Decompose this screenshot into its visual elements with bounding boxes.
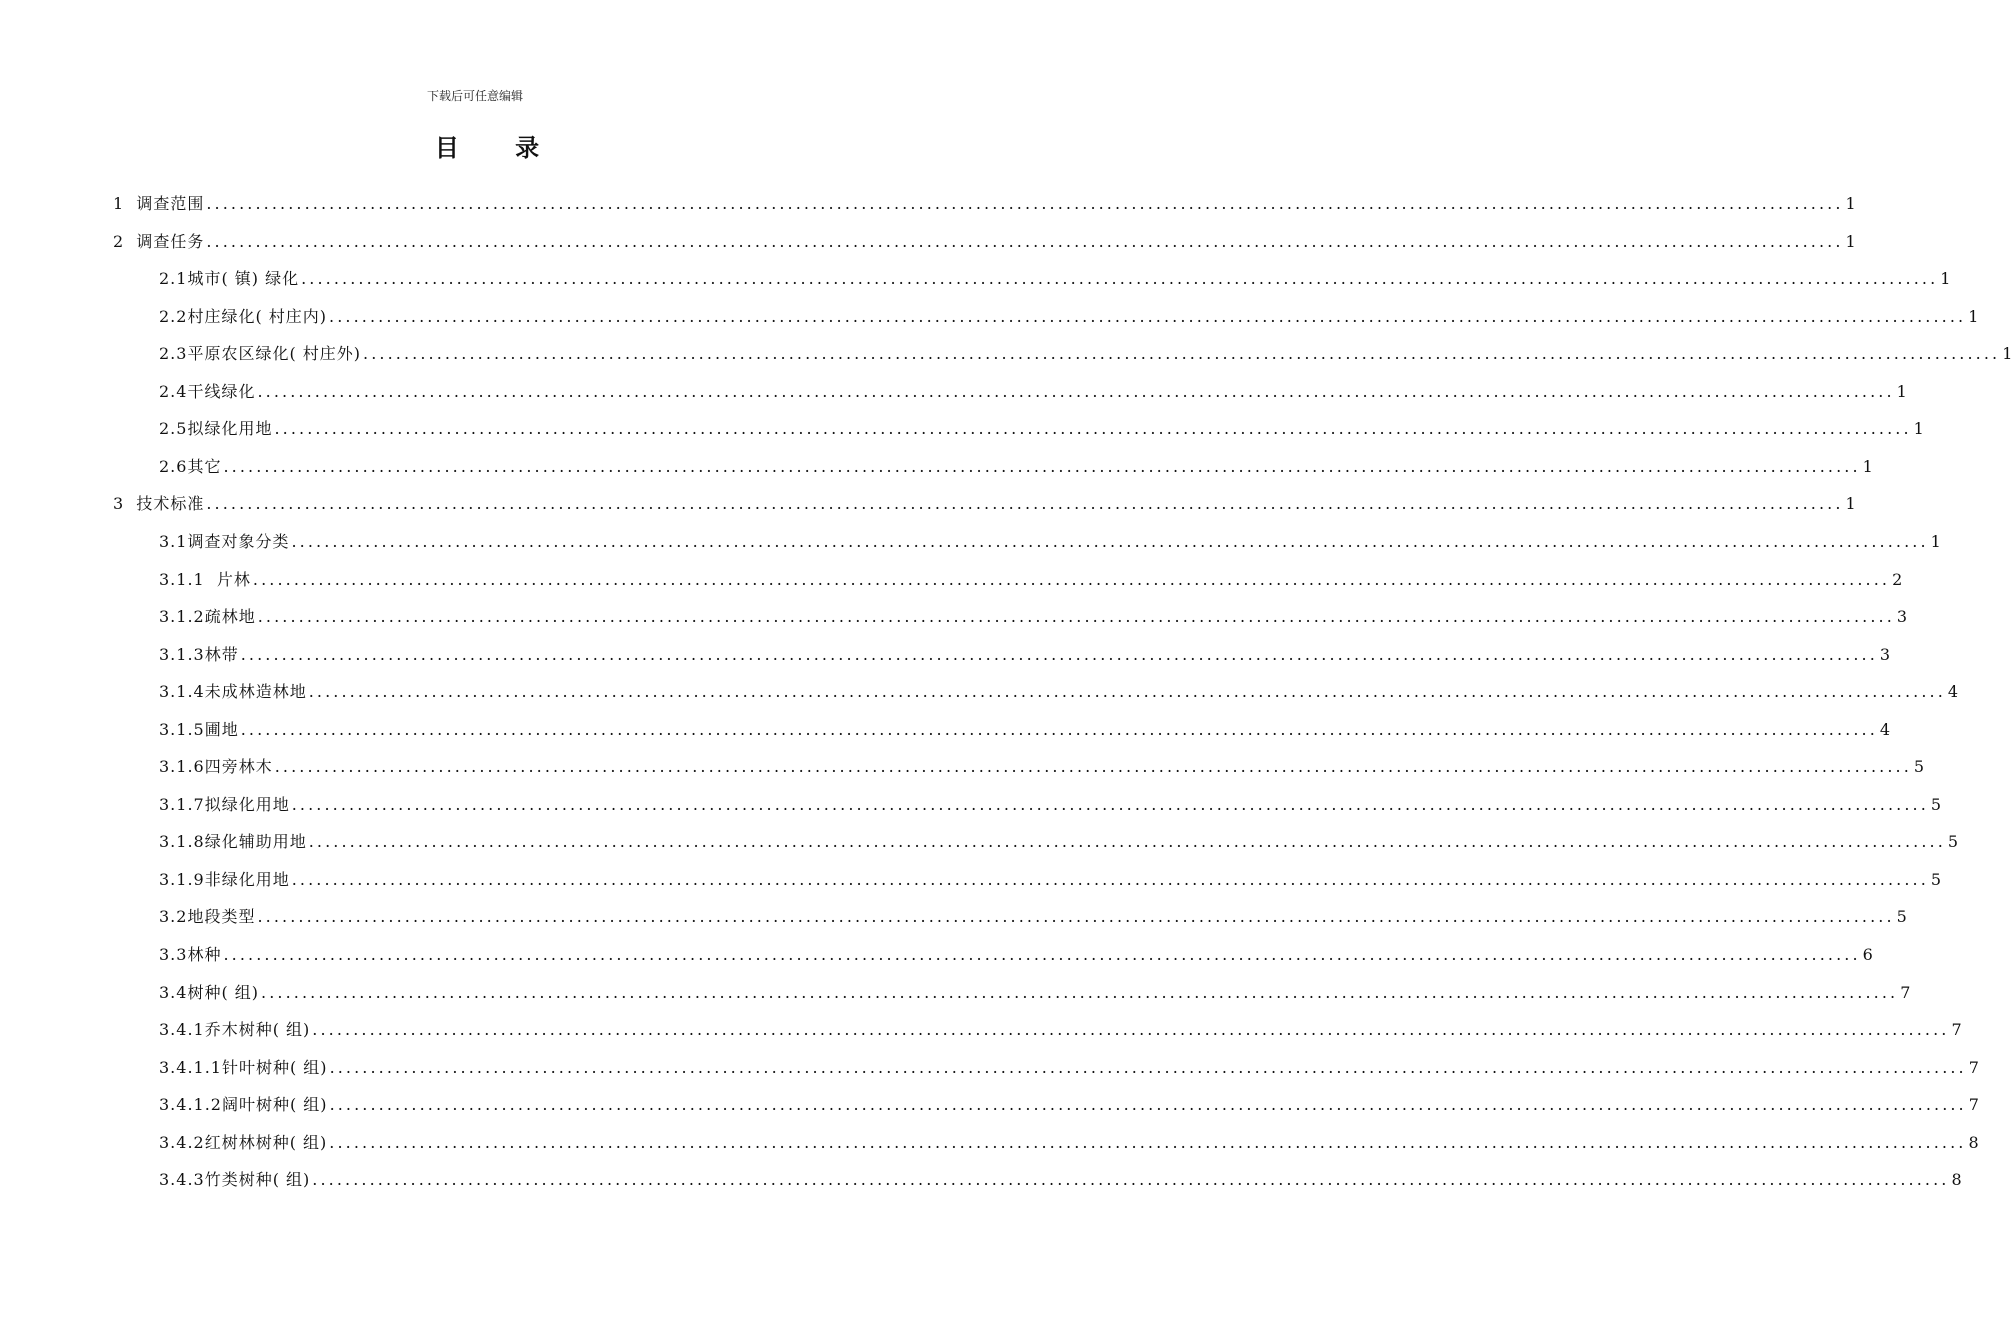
toc-entry-page-number: 7 xyxy=(1951,1020,1962,1040)
toc-entry-label: 3.1.9非绿化用地 xyxy=(159,869,290,889)
toc-entry-page-number: 8 xyxy=(1968,1132,1979,1152)
toc-entry-label: 2 调查任务 xyxy=(113,231,205,251)
toc-dot-leader: ........................................................................................................................................................................................................ xyxy=(301,269,1939,289)
toc-dot-leader: ........................................................................................................................................................................................................ xyxy=(329,1132,1967,1152)
toc-entry[interactable] xyxy=(159,568,1903,592)
toc-dot-leader: ........................................................................................................................................................................................................ xyxy=(252,569,1891,589)
toc-entry[interactable] xyxy=(159,305,1979,329)
toc-entry-label: 2.3平原农区绿化( 村庄外) xyxy=(159,344,362,364)
toc-entry-label: 2.6其它 xyxy=(159,456,222,476)
toc-entry[interactable] xyxy=(159,905,1907,929)
toc-entry-page-number: 2 xyxy=(1892,569,1903,589)
toc-entry-label: 3 技术标准 xyxy=(113,494,205,514)
toc-entry[interactable] xyxy=(159,868,1942,892)
toc-entry-label: 2.5拟绿化用地 xyxy=(159,419,273,439)
toc-entry-label: 3.4.1乔木树种( 组) xyxy=(159,1020,311,1040)
toc-dot-leader: ........................................................................................................................................................................................................ xyxy=(257,381,1895,401)
toc-entry[interactable] xyxy=(159,755,1925,779)
toc-dot-leader: ........................................................................................................................................................................................................ xyxy=(240,644,1878,664)
toc-dot-leader: ........................................................................................................................................................................................................ xyxy=(223,456,1861,476)
toc-dot-leader: ........................................................................................................................................................................................................ xyxy=(206,494,1844,514)
toc-entry-page-number: 3 xyxy=(1879,644,1891,664)
toc-entry[interactable] xyxy=(159,981,1911,1005)
toc-dot-leader: ........................................................................................................................................................................................................ xyxy=(291,794,1929,814)
toc-dot-leader: ........................................................................................................................................................................................................ xyxy=(363,344,2001,364)
toc-entry-label: 3.1.8绿化辅助用地 xyxy=(159,832,307,852)
toc-entry-page-number: 4 xyxy=(1947,682,1959,702)
toc-dot-leader: ........................................................................................................................................................................................................ xyxy=(308,682,1946,702)
toc-dot-leader: ........................................................................................................................................................................................................ xyxy=(257,907,1895,927)
toc-entry-page-number: 5 xyxy=(1913,757,1925,777)
toc-entry[interactable] xyxy=(159,643,1891,667)
toc-entry[interactable] xyxy=(159,530,1941,554)
toc-entry-page-number: 3 xyxy=(1896,607,1908,627)
toc-entry-label: 3.4.3竹类树种( 组) xyxy=(159,1170,311,1190)
toc-entry[interactable] xyxy=(159,605,1908,629)
toc-entry[interactable] xyxy=(159,1093,1979,1117)
toc-entry-label: 3.2地段类型 xyxy=(159,907,256,927)
toc-entry-label: 3.4.1.1针叶树种( 组) xyxy=(159,1057,328,1077)
toc-dot-leader: ........................................................................................................................................................................................................ xyxy=(206,194,1844,213)
toc-dot-leader: ........................................................................................................................................................................................................ xyxy=(257,607,1895,627)
toc-entry-page-number: 1 xyxy=(1845,494,1856,514)
toc-entry-page-number: 7 xyxy=(1968,1057,1979,1077)
toc-entry-label: 2.2村庄绿化( 村庄内) xyxy=(159,306,328,326)
toc-entry[interactable] xyxy=(113,492,1856,516)
toc-entry-page-number: 5 xyxy=(1947,832,1959,852)
toc-entry[interactable] xyxy=(159,1056,1979,1080)
toc-dot-leader: ........................................................................................................................................................................................................ xyxy=(329,1057,1967,1077)
toc-entry[interactable] xyxy=(159,380,1907,404)
toc-entry-page-number: 1 xyxy=(1930,531,1941,551)
toc-entry-page-number: 1 xyxy=(1913,419,1924,439)
toc-entry[interactable] xyxy=(159,943,1873,967)
toc-entry[interactable] xyxy=(159,793,1942,817)
toc-entry-label: 3.1调查对象分类 xyxy=(159,531,290,551)
toc-entry-label: 3.1.1 片林 xyxy=(159,569,251,589)
toc-entry-page-number: 5 xyxy=(1930,794,1942,814)
toc-entry[interactable] xyxy=(159,680,1959,704)
toc-entry[interactable] xyxy=(159,1131,1979,1155)
toc-dot-leader: ........................................................................................................................................................................................................ xyxy=(274,419,1912,439)
toc-entry-label: 2.1城市( 镇) 绿化 xyxy=(159,269,300,289)
toc-dot-leader: ........................................................................................................................................................................................................ xyxy=(274,757,1912,777)
toc-entry-page-number: 8 xyxy=(1951,1170,1962,1190)
toc-entry-page-number: 5 xyxy=(1896,907,1907,927)
page-title: 目 录 xyxy=(434,133,564,162)
toc-entry-label: 3.1.7拟绿化用地 xyxy=(159,794,290,814)
toc-dot-leader: ........................................................................................................................................................................................................ xyxy=(329,306,1967,326)
toc-entry[interactable] xyxy=(113,230,1856,254)
toc-dot-leader: ........................................................................................................................................................................................................ xyxy=(329,1095,1967,1115)
toc-dot-leader: ........................................................................................................................................................................................................ xyxy=(312,1170,1950,1190)
toc-entry-page-number: 5 xyxy=(1930,869,1942,889)
toc-entry[interactable] xyxy=(159,455,1873,479)
toc-entry[interactable] xyxy=(159,417,1924,441)
toc-entry-label: 3.1.6四旁林木 xyxy=(159,757,273,777)
toc-dot-leader: ........................................................................................................................................................................................................ xyxy=(223,945,1861,964)
toc-entry-label: 3.1.5圃地 xyxy=(159,719,239,739)
header-note: 下载后可任意编辑 xyxy=(426,89,523,103)
toc-dot-leader: ........................................................................................................................................................................................................ xyxy=(206,231,1844,251)
toc-entry-page-number: 4 xyxy=(1879,719,1891,739)
toc-entry-label: 3.4.2红树林树种( 组) xyxy=(159,1132,328,1152)
toc-entry-page-number: 1 xyxy=(1845,231,1856,251)
toc-entry[interactable] xyxy=(159,267,1951,291)
toc-entry-page-number: 7 xyxy=(1968,1095,1979,1115)
toc-entry-label: 3.4.1.2阔叶树种( 组) xyxy=(159,1095,328,1115)
toc-entry[interactable] xyxy=(159,1018,1962,1042)
toc-entry[interactable] xyxy=(159,342,2012,366)
toc-entry-page-number: 1 xyxy=(2002,344,2012,364)
toc-entry-page-number: 1 xyxy=(1862,456,1873,476)
toc-entry-label: 2.4干线绿化 xyxy=(159,381,256,401)
toc-entry-label: 1 调查范围 xyxy=(113,194,205,213)
toc-entry-label: 3.1.2疏林地 xyxy=(159,607,256,627)
toc-entry-page-number: 1 xyxy=(1968,306,1979,326)
toc-dot-leader: ........................................................................................................................................................................................................ xyxy=(308,832,1946,852)
toc-entry-page-number: 1 xyxy=(1896,381,1907,401)
toc-entry-page-number: 1 xyxy=(1845,194,1856,213)
toc-entry-page-number: 6 xyxy=(1862,945,1873,964)
toc-entry-label: 3.1.3林带 xyxy=(159,644,239,664)
toc-dot-leader: ........................................................................................................................................................................................................ xyxy=(312,1020,1950,1040)
toc-entry[interactable] xyxy=(159,1168,1962,1192)
toc-dot-leader: ........................................................................................................................................................................................................ xyxy=(291,869,1929,889)
toc-dot-leader: ........................................................................................................................................................................................................ xyxy=(291,531,1929,551)
toc-entry-page-number: 7 xyxy=(1900,982,1911,1002)
toc-entry-page-number: 1 xyxy=(1940,269,1951,289)
toc-entry-label: 3.1.4未成林造林地 xyxy=(159,682,307,702)
toc-dot-leader: ........................................................................................................................................................................................................ xyxy=(261,982,1899,1002)
toc-entry[interactable] xyxy=(159,830,1959,854)
toc-dot-leader: ........................................................................................................................................................................................................ xyxy=(240,719,1878,739)
toc-entry-label: 3.3林种 xyxy=(159,945,222,964)
toc-entry-label: 3.4树种( 组) xyxy=(159,982,260,1002)
toc-entry[interactable] xyxy=(159,718,1891,742)
toc-entry[interactable] xyxy=(113,192,1856,216)
